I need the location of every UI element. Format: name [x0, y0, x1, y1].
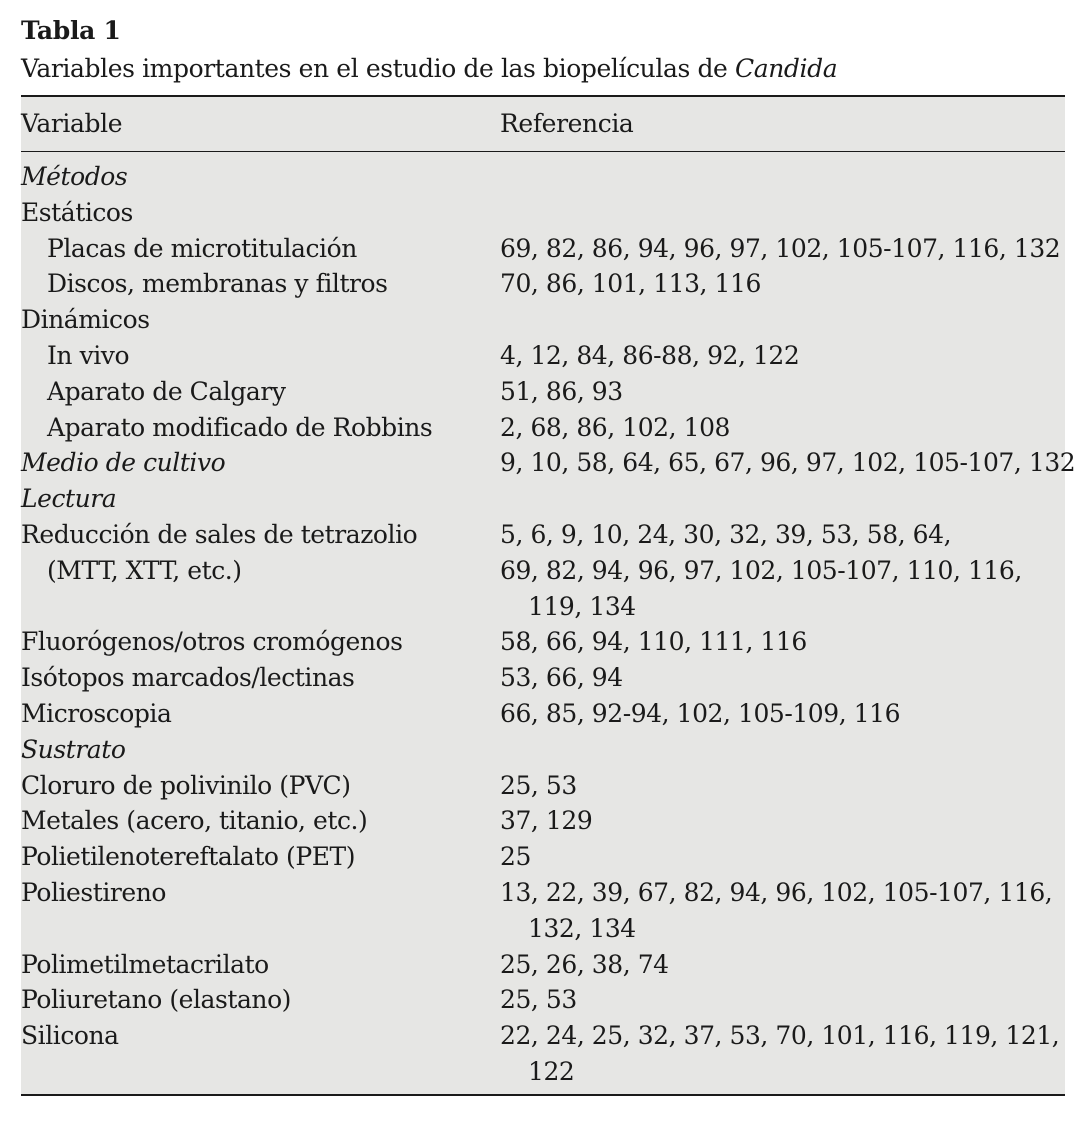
reference-line: 37, 129 [500, 806, 593, 836]
table-header-row [21, 97, 1065, 152]
table-row [21, 195, 1065, 231]
reference-cell [500, 875, 1052, 947]
reference-line: 25, 53 [500, 985, 577, 1015]
reference-cell [500, 768, 577, 804]
variable-cell: Polimetilmetacrilato [21, 949, 269, 979]
reference-cell [500, 982, 577, 1018]
table-row [21, 947, 1065, 983]
caption-text: Variables importantes en el estudio de las biopelículas de [21, 54, 735, 83]
reference-cell [500, 374, 623, 410]
reference-line: 132, 134 [528, 913, 636, 943]
column-header-reference: Referencia [500, 109, 634, 138]
variable-cell: Poliestireno [21, 877, 167, 907]
reference-cell [500, 1018, 1059, 1090]
table-row [21, 839, 1065, 875]
variable-cell: Silicona [21, 1021, 119, 1051]
table-row [21, 1018, 1065, 1090]
reference-cell [500, 445, 1075, 481]
reference-cell [500, 696, 900, 732]
table-caption [21, 50, 837, 88]
table-row [21, 553, 1065, 625]
variable-cell: Aparato modificado de Robbins [47, 412, 433, 442]
reference-line: 53, 66, 94 [500, 663, 623, 693]
column-header-variable: Variable [21, 109, 123, 138]
reference-line: 66, 85, 92-94, 102, 105-109, 116 [500, 698, 901, 728]
reference-line: 69, 82, 94, 96, 97, 102, 105-107, 110, 116, [500, 555, 1022, 585]
table-row [21, 302, 1065, 338]
reference-line: 58, 66, 94, 110, 111, 116 [500, 627, 807, 657]
section-heading: Sustrato [21, 734, 126, 764]
reference-cell [500, 266, 761, 302]
variable-cell: (MTT, XTT, etc.) [47, 555, 242, 585]
reference-line: 122 [528, 1056, 575, 1086]
reference-line: 22, 24, 25, 32, 37, 53, 70, 101, 116, 119, 121, [500, 1021, 1060, 1051]
reference-line: 25, 26, 38, 74 [500, 949, 669, 979]
table-row [21, 481, 1065, 517]
table-row [21, 374, 1065, 410]
variable-cell: Aparato de Calgary [47, 376, 286, 406]
reference-cell [500, 839, 531, 875]
table-row [21, 445, 1076, 481]
table-row [21, 768, 1065, 804]
section-heading: Lectura [21, 484, 117, 514]
table-row [21, 159, 1065, 195]
reference-cell [500, 624, 807, 660]
variable-cell: Isótopos marcados/lectinas [21, 663, 355, 693]
section-heading: Métodos [21, 162, 128, 191]
table-row [21, 410, 1065, 446]
reference-line: 119, 134 [528, 591, 636, 621]
reference-cell [500, 231, 1060, 267]
variable-cell: Estáticos [21, 197, 133, 227]
table-row [21, 732, 1065, 768]
reference-cell [500, 803, 592, 839]
table-row [21, 624, 1065, 660]
reference-cell [500, 410, 730, 446]
table-body [21, 159, 1076, 1090]
table-row [21, 875, 1065, 947]
table-row [21, 338, 1065, 374]
reference-line: 4, 12, 84, 86-88, 92, 122 [500, 340, 800, 370]
reference-line: 25, 53 [500, 770, 577, 800]
variable-cell: Placas de microtitulación [47, 233, 357, 263]
variable-cell: Fluorógenos/otros cromógenos [21, 627, 403, 657]
table-row [21, 231, 1065, 267]
table-row [21, 660, 1065, 696]
reference-cell [500, 338, 799, 374]
variable-cell: Poliuretano (elastano) [21, 985, 291, 1015]
reference-cell [500, 660, 623, 696]
reference-line: 69, 82, 86, 94, 96, 97, 102, 105-107, 116, 132 [500, 233, 1061, 263]
reference-line: 13, 22, 39, 67, 82, 94, 96, 102, 105-107, 116, [500, 877, 1053, 907]
variable-cell: Discos, membranas y filtros [47, 269, 388, 299]
table-row [21, 982, 1065, 1018]
reference-cell [500, 947, 669, 983]
section-heading: Medio de cultivo [21, 448, 226, 478]
table-row [21, 696, 1065, 732]
reference-line: 70, 86, 101, 113, 116 [500, 269, 761, 299]
table-row [21, 517, 1065, 553]
reference-line: 5, 6, 9, 10, 24, 30, 32, 39, 53, 58, 64, [500, 519, 952, 549]
variable-cell: In vivo [47, 340, 130, 370]
reference-line: 25 [500, 842, 531, 872]
variable-cell: Cloruro de polivinilo (PVC) [21, 770, 351, 800]
reference-line: 51, 86, 93 [500, 376, 623, 406]
variable-cell: Metales (acero, titanio, etc.) [21, 806, 368, 836]
variable-cell: Polietilenotereftalato (PET) [21, 842, 356, 872]
variable-cell: Microscopia [21, 698, 172, 728]
table-row [21, 266, 1065, 302]
data-table [21, 95, 1076, 1096]
table-title: Tabla 1 [21, 16, 121, 45]
reference-cell [500, 517, 951, 553]
table-row [21, 803, 1065, 839]
reference-line: 2, 68, 86, 102, 108 [500, 412, 730, 442]
variable-cell: Dinámicos [21, 305, 150, 335]
caption-italic-genus: Candida [735, 54, 838, 83]
reference-cell [500, 553, 1022, 625]
reference-line: 9, 10, 58, 64, 65, 67, 96, 97, 102, 105-107, 132 [500, 448, 1076, 478]
variable-cell: Reducción de sales de tetrazolio [21, 519, 418, 549]
